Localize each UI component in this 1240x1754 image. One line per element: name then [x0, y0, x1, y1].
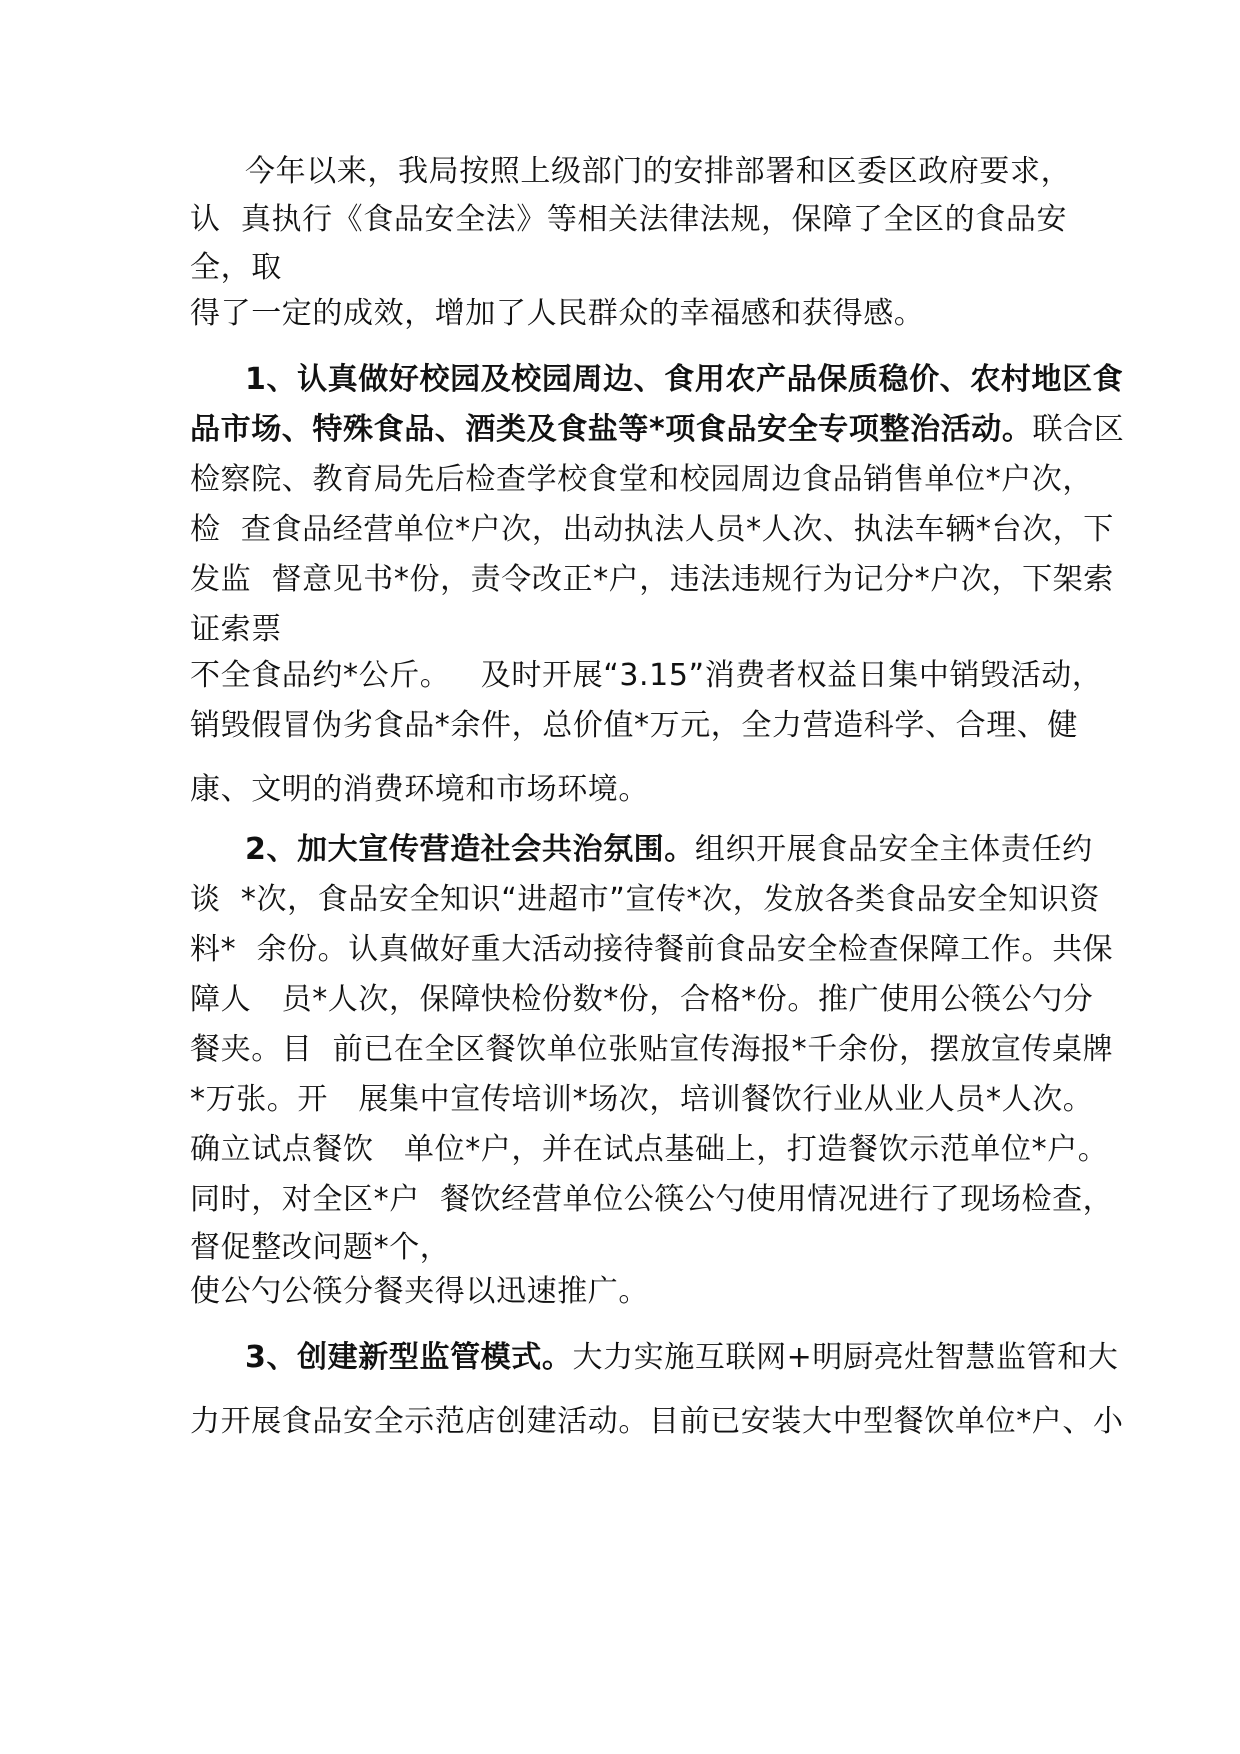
- section-2-line-7: 确立试点餐饮 单位*户，并在试点基础上，打造餐饮示范单位*户。: [190, 1132, 1109, 1167]
- section-1-line-5: 发监 督意见书*份，责令改正*户，违法违规行为记分*户次，下架索: [190, 562, 1114, 597]
- intro-line-1: 今年以来，我局按照上级部门的安排部署和区委区政府要求，: [245, 154, 1072, 189]
- section-2-line-9: 督促整改问题*个，: [190, 1230, 451, 1265]
- section-2-line-3: 料* 余份。认真做好重大活动接待餐前食品安全检查保障工作。共保: [190, 932, 1114, 967]
- section-2-text-start: 组织开展食品安全主体责任约: [694, 832, 1093, 867]
- section-2-heading: 2、加大宣传营造社会共治氛围。: [245, 832, 695, 867]
- section-1-line-7: 不全食品约*公斤。 及时开展“3.15”消费者权益日集中销毁活动，: [190, 658, 1103, 693]
- section-1-line-9: 康、文明的消费环境和市场环境。: [190, 772, 649, 807]
- section-1-line-4: 检 查食品经营单位*户次，出动执法人员*人次、执法车辆*台次，下: [190, 512, 1114, 547]
- section-1-line-6: 证索票: [190, 612, 282, 647]
- section-3-line-2: 力开展食品安全示范店创建活动。目前已安装大中型餐饮单位*户、小: [190, 1404, 1124, 1439]
- section-3-text-start: 大力实施互联网+明厨亮灶智慧监管和大: [572, 1340, 1119, 1375]
- section-1-line-3: 检察院、教育局先后检查学校食堂和校园周边食品销售单位*户次，: [190, 462, 1093, 497]
- section-1-text-cont: 联合区: [1032, 412, 1125, 447]
- section-2-line-2: 谈 *次，食品安全知识“进超市”宣传*次，发放各类食品安全知识资: [190, 882, 1100, 917]
- section-2-line-4: 障人 员*人次，保障快检份数*份，合格*份。推广使用公筷公勺分: [190, 982, 1094, 1017]
- section-3-line-1: [245, 1338, 1118, 1378]
- section-1-line-8: 销毁假冒伪劣食品*余件，总价值*万元，全力营造科学、合理、健: [190, 708, 1078, 743]
- section-1-line-2: [190, 410, 1124, 450]
- section-2-line-10: 使公勺公筷分餐夹得以迅速推广。: [190, 1274, 649, 1309]
- section-2-line-5: 餐夹。目 前已在全区餐饮单位张贴宣传海报*千余份，摆放宣传桌牌: [190, 1032, 1114, 1067]
- section-1-heading-cont: 品市场、特殊食品、酒类及食盐等*项食品安全专项整治活动。: [190, 412, 1033, 447]
- intro-line-4: 得了一定的成效，增加了人民群众的幸福感和获得感。: [190, 296, 925, 331]
- intro-line-3: 全，取: [190, 250, 282, 285]
- section-2-line-8: 同时，对全区*户 餐饮经营单位公筷公勺使用情况进行了现场检查，: [190, 1182, 1114, 1217]
- intro-line-2: 认 真执行《食品安全法》等相关法律法规，保障了全区的食品安: [190, 202, 1068, 237]
- section-3-heading: 3、创建新型监管模式。: [245, 1340, 573, 1375]
- section-1-heading: 1、认真做好校园及校园周边、食用农产品保质稳价、农村地区食: [245, 362, 1124, 397]
- section-2-line-1: [245, 830, 1093, 870]
- section-2-line-6: *万张。开 展集中宣传培训*场次，培训餐饮行业从业人员*人次。: [190, 1082, 1094, 1117]
